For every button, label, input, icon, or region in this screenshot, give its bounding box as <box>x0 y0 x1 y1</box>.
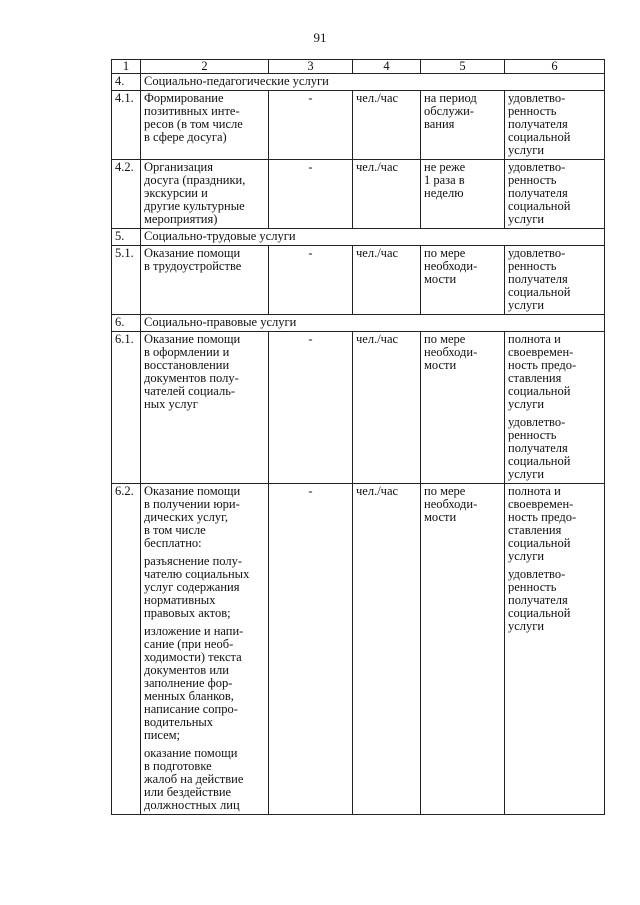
header-cell: 3 <box>269 60 353 74</box>
cost-cell: - <box>269 160 353 229</box>
quality-text: полнота и своевремен- ность предо- ставления социальной услуги <box>508 484 577 563</box>
service-text: изложение и напи- сание (при необ- ходимости) текста документов или заполнение фор- менных бланков, написание сопро- водительных писем; <box>144 624 244 742</box>
service-name-cell <box>141 246 269 315</box>
unit-cell: чел./час <box>353 484 421 815</box>
unit-cell: чел./час <box>353 160 421 229</box>
section-row <box>112 315 605 332</box>
section-number: 4. <box>112 74 141 91</box>
section-title: Социально-трудовые услуги <box>141 229 605 246</box>
table-row <box>112 246 605 315</box>
row-number: 6.2. <box>112 484 141 815</box>
row-number: 4.1. <box>112 91 141 160</box>
quality-cell <box>505 484 605 815</box>
page-number: 91 <box>313 30 327 45</box>
cost-cell: - <box>269 91 353 160</box>
section-row <box>112 229 605 246</box>
service-text: разъяснение полу- чателю социальных услуг содержания нормативных правовых актов; <box>144 554 250 620</box>
frequency-cell: не реже 1 раза в неделю <box>421 160 505 229</box>
frequency-cell: по мере необходи- мости <box>421 332 505 484</box>
quality-cell <box>505 160 605 229</box>
cost-cell: - <box>269 246 353 315</box>
quality-text: удовлетво- ренность получателя социальной услуги <box>508 415 571 481</box>
service-text: Формирование позитивных инте- ресов (в том числе в сфере досуга) <box>144 91 243 144</box>
header-cell: 6 <box>505 60 605 74</box>
header-cell: 1 <box>112 60 141 74</box>
service-text: оказание помощи в подготовке жалоб на действие или бездействие должностных лиц <box>144 746 244 812</box>
section-title: Социально-педагогические услуги <box>141 74 605 91</box>
quality-text: удовлетво- ренность получателя социальной услуги <box>508 160 571 226</box>
service-name-cell <box>141 160 269 229</box>
unit-cell: чел./час <box>353 91 421 160</box>
service-text: Организация досуга (праздники, экскурсии и другие культурные мероприятия) <box>144 160 246 226</box>
frequency-cell: по мере необходи- мости <box>421 484 505 815</box>
quality-text: полнота и своевремен- ность предо- ставления социальной услуги <box>508 332 577 411</box>
section-number: 5. <box>112 229 141 246</box>
table-row <box>112 332 605 484</box>
quality-cell <box>505 332 605 484</box>
row-number: 4.2. <box>112 160 141 229</box>
service-text: Оказание помощи в получении юри- дических услуг, в том числе бесплатно: <box>144 484 241 550</box>
table-row <box>112 484 605 815</box>
table-row <box>112 160 605 229</box>
unit-cell: чел./час <box>353 246 421 315</box>
cost-cell: - <box>269 484 353 815</box>
quality-cell <box>505 91 605 160</box>
service-name-cell <box>141 91 269 160</box>
row-number: 5.1. <box>112 246 141 315</box>
service-text: Оказание помощи в трудоустройстве <box>144 246 242 273</box>
section-row <box>112 74 605 91</box>
header-cell: 4 <box>353 60 421 74</box>
quality-text: удовлетво- ренность получателя социальной услуги <box>508 567 571 633</box>
frequency-cell: по мере необходи- мости <box>421 246 505 315</box>
header-row <box>112 60 605 74</box>
quality-text: удовлетво- ренность получателя социальной услуги <box>508 246 571 312</box>
quality-cell <box>505 246 605 315</box>
service-text: Оказание помощи в оформлении и восстановлении документов полу- чателей социаль- ных услуг <box>144 332 241 411</box>
service-name-cell <box>141 332 269 484</box>
table-row <box>112 91 605 160</box>
quality-text: удовлетво- ренность получателя социальной услуги <box>508 91 571 157</box>
service-name-cell <box>141 484 269 815</box>
table-body <box>112 60 605 815</box>
section-number: 6. <box>112 315 141 332</box>
cost-cell: - <box>269 332 353 484</box>
header-cell: 5 <box>421 60 505 74</box>
header-cell: 2 <box>141 60 269 74</box>
frequency-cell: на период обслужи- вания <box>421 91 505 160</box>
services-table <box>111 59 605 815</box>
section-title: Социально-правовые услуги <box>141 315 605 332</box>
row-number: 6.1. <box>112 332 141 484</box>
unit-cell: чел./час <box>353 332 421 484</box>
